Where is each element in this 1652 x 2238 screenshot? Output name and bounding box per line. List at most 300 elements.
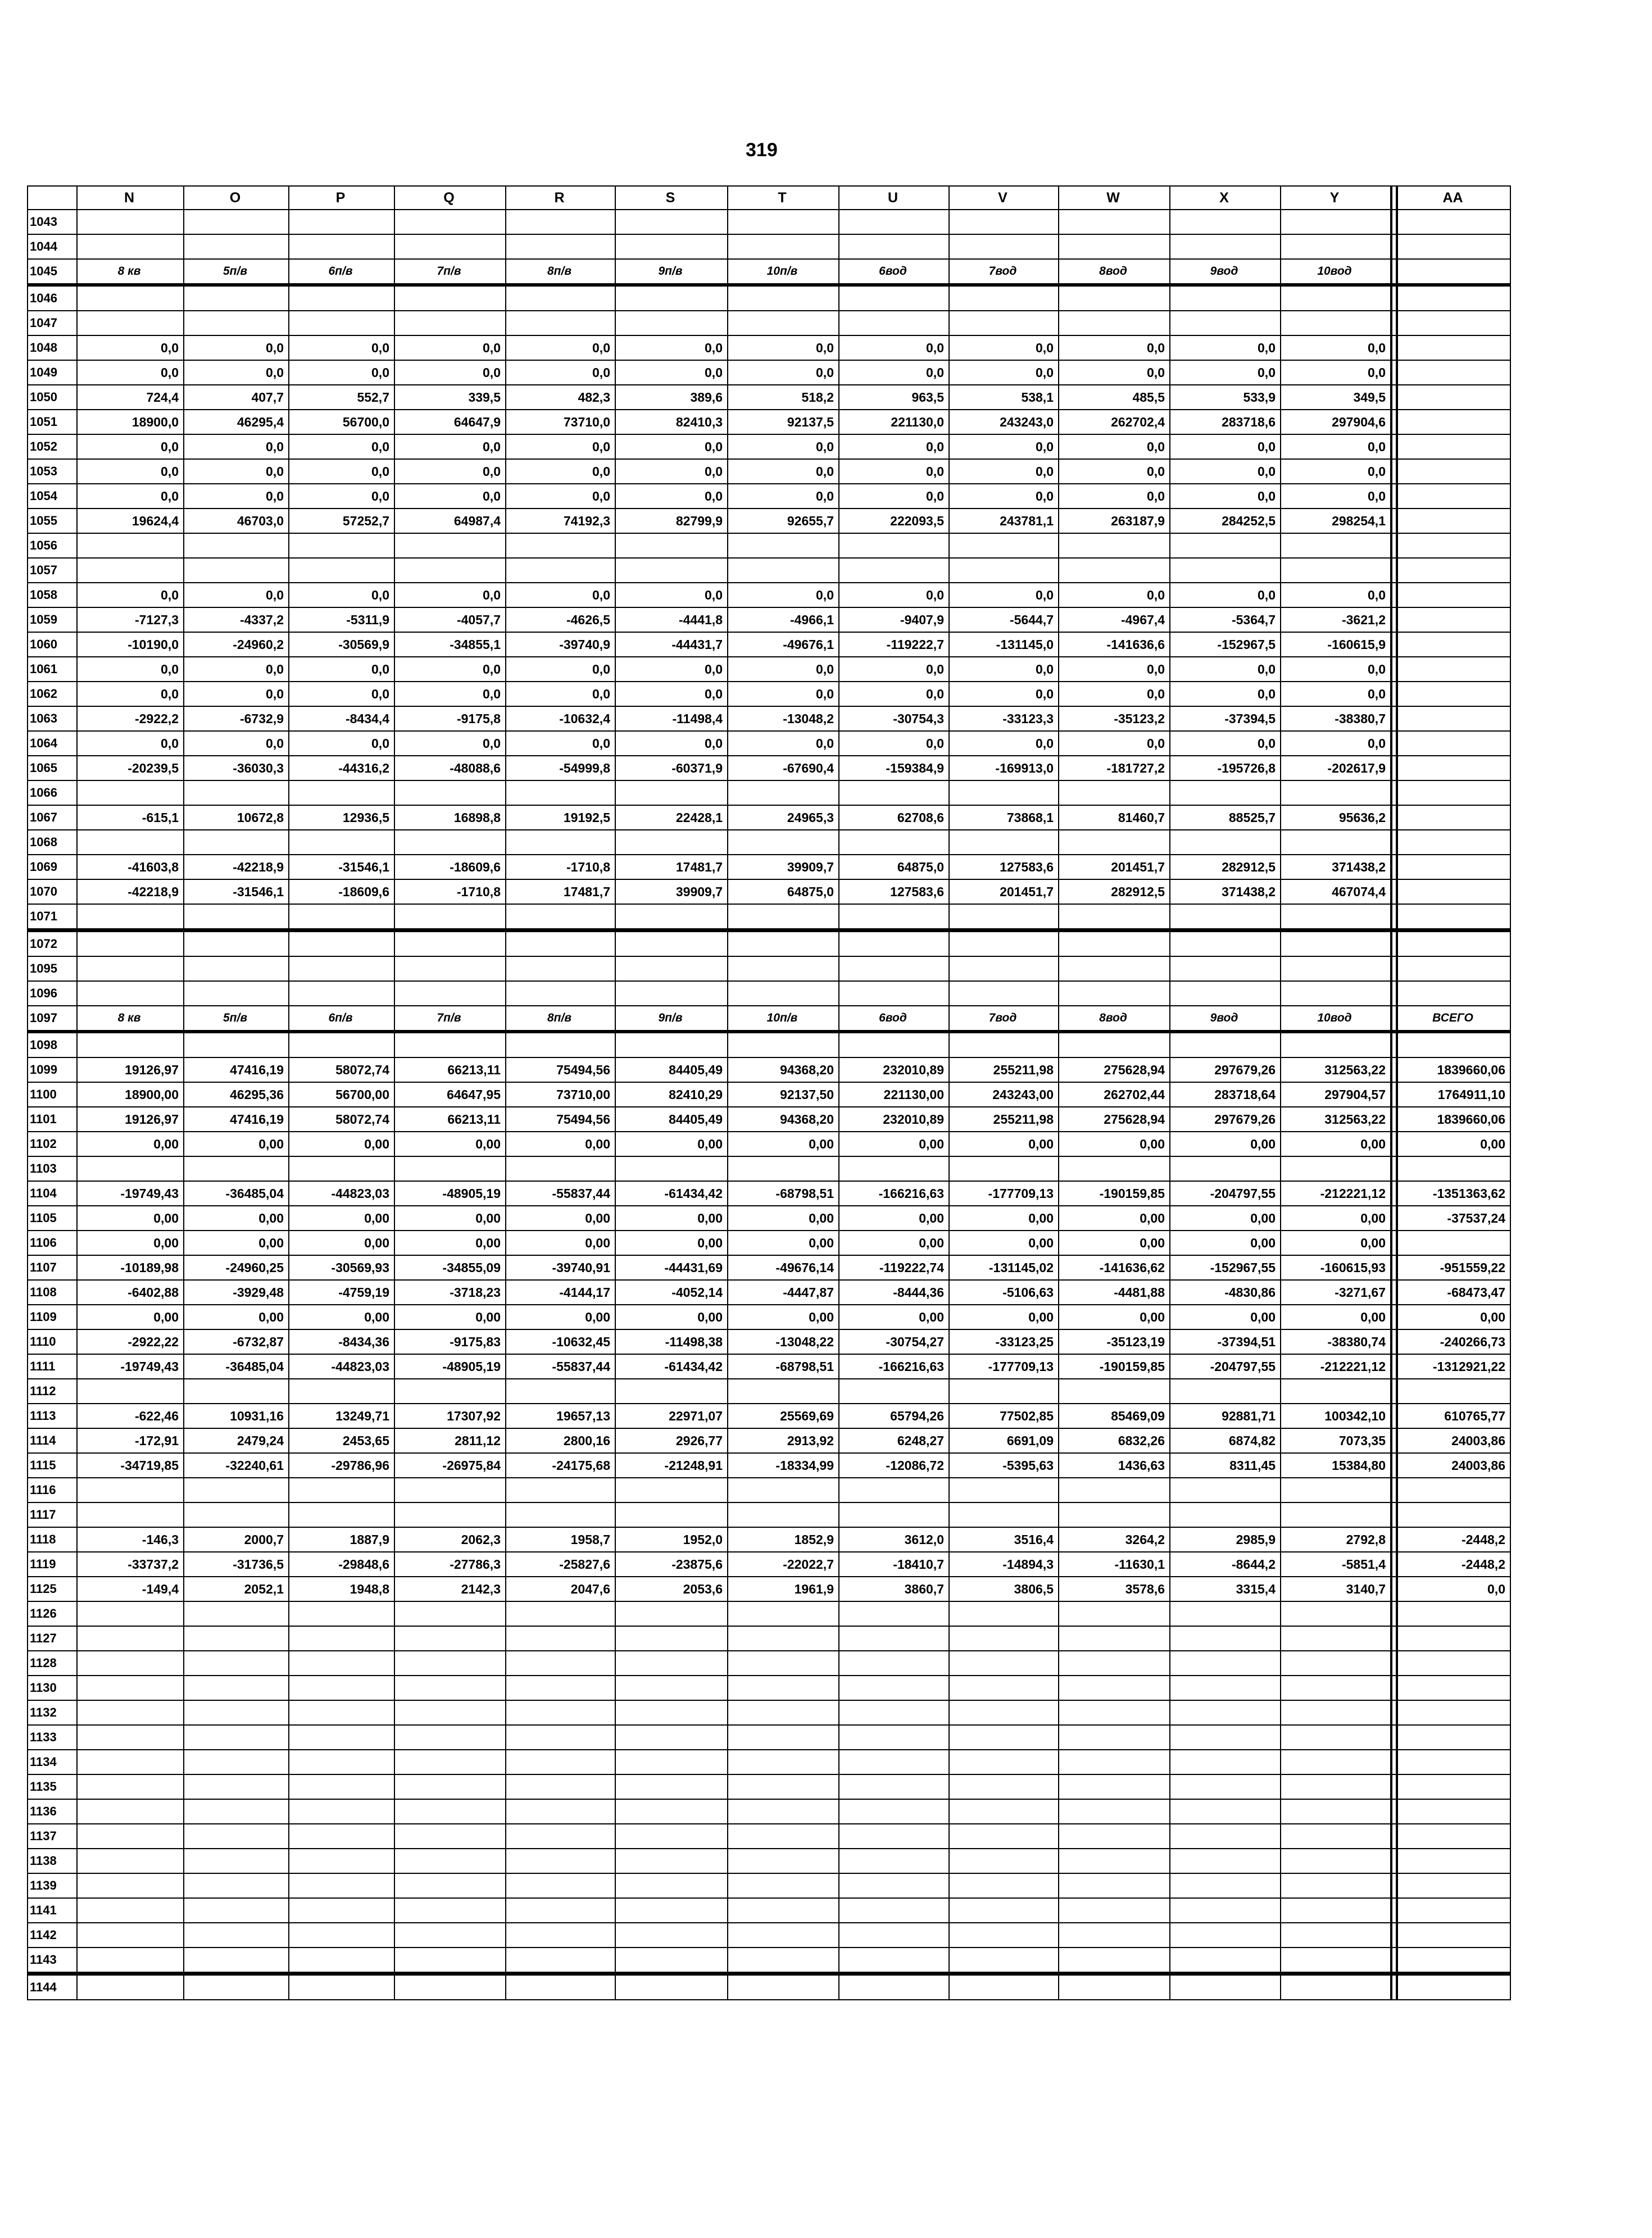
table-cell — [184, 1824, 289, 1849]
table-cell — [1170, 1379, 1281, 1404]
table-cell: 0,0 — [289, 360, 394, 385]
table-cell: 0,0 — [77, 682, 184, 706]
table-cell: 58072,74 — [289, 1107, 394, 1132]
table-cell: 0,0 — [289, 682, 394, 706]
table-cell — [1397, 1898, 1510, 1923]
table-cell: -20239,5 — [77, 756, 184, 780]
table-cell — [394, 1824, 506, 1849]
table-cell: -951559,22 — [1397, 1255, 1510, 1280]
table-row — [28, 1132, 1510, 1156]
table-cell — [184, 1379, 289, 1404]
table-cell: 312563,22 — [1281, 1107, 1391, 1132]
table-cell: -152967,5 — [1170, 632, 1281, 657]
table-cell — [394, 830, 506, 855]
table-cell: 0,0 — [289, 484, 394, 509]
table-cell: 15384,80 — [1281, 1453, 1391, 1478]
table-cell: -5644,7 — [949, 607, 1059, 632]
table-row — [28, 1231, 1510, 1255]
row-number: 1095 — [28, 956, 77, 981]
table-cell: 2985,9 — [1170, 1527, 1281, 1552]
table-cell — [1281, 1923, 1391, 1948]
table-cell: -4626,5 — [506, 607, 615, 632]
table-cell: -68798,51 — [728, 1181, 839, 1206]
table-cell: 255211,98 — [949, 1107, 1059, 1132]
table-cell: 10931,16 — [184, 1404, 289, 1428]
table-cell: 0,00 — [289, 1305, 394, 1329]
table-cell: 263187,9 — [1059, 509, 1170, 533]
row-number: 1143 — [28, 1948, 77, 1974]
table-cell: 74192,3 — [506, 509, 615, 533]
table-cell: 64647,9 — [394, 410, 506, 434]
table-cell: -35123,2 — [1059, 706, 1170, 731]
table-cell — [839, 1774, 949, 1799]
table-cell: 0,0 — [728, 484, 839, 509]
table-cell: 10п/в — [728, 1006, 839, 1032]
table-cell: 9вод — [1170, 259, 1281, 285]
table-cell — [506, 780, 615, 805]
table-row — [28, 1700, 1510, 1725]
table-cell — [1281, 533, 1391, 558]
table-cell: -4057,7 — [394, 607, 506, 632]
table-cell: -10632,45 — [506, 1329, 615, 1354]
table-cell: 18900,00 — [77, 1082, 184, 1107]
table-cell: 0,00 — [728, 1231, 839, 1255]
table-cell — [1059, 234, 1170, 259]
table-cell — [1059, 1478, 1170, 1502]
table-cell: 0,0 — [615, 459, 728, 484]
table-cell: 0,0 — [949, 484, 1059, 509]
table-cell — [184, 1700, 289, 1725]
table-cell: 1952,0 — [615, 1527, 728, 1552]
table-cell — [77, 1676, 184, 1700]
table-cell: 6832,26 — [1059, 1428, 1170, 1453]
table-cell: 0,0 — [394, 434, 506, 459]
table-cell: 0,00 — [1170, 1305, 1281, 1329]
table-cell — [1170, 285, 1281, 311]
table-cell — [615, 1032, 728, 1057]
table-cell: 3612,0 — [839, 1527, 949, 1552]
table-cell — [1397, 410, 1510, 434]
table-cell: 10672,8 — [184, 805, 289, 830]
table-cell: 84405,49 — [615, 1057, 728, 1082]
table-cell — [289, 1700, 394, 1725]
table-cell: ВСЕГО — [1397, 1006, 1510, 1032]
table-cell: 0,0 — [184, 360, 289, 385]
table-cell: -4759,19 — [289, 1280, 394, 1305]
table-cell — [1059, 1032, 1170, 1057]
table-cell — [839, 1676, 949, 1700]
table-cell: 0,00 — [1170, 1206, 1281, 1231]
table-cell — [1059, 533, 1170, 558]
table-cell — [1170, 1873, 1281, 1898]
table-row — [28, 1948, 1510, 1974]
column-separator — [1391, 509, 1397, 533]
table-cell: -622,46 — [77, 1404, 184, 1428]
table-cell: 0,0 — [728, 360, 839, 385]
table-row — [28, 311, 1510, 335]
table-row — [28, 756, 1510, 780]
table-cell — [184, 1948, 289, 1974]
table-cell: 0,0 — [394, 459, 506, 484]
table-cell — [1281, 956, 1391, 981]
table-cell: -240266,73 — [1397, 1329, 1510, 1354]
table-cell — [1397, 385, 1510, 410]
table-cell — [728, 210, 839, 234]
row-number: 1139 — [28, 1873, 77, 1898]
table-cell: 0,0 — [77, 731, 184, 756]
table-cell — [394, 1873, 506, 1898]
table-row — [28, 1255, 1510, 1280]
table-row — [28, 583, 1510, 607]
table-cell — [1397, 657, 1510, 682]
column-header: O — [184, 186, 289, 210]
table-cell — [184, 830, 289, 855]
table-cell — [839, 210, 949, 234]
table-cell — [1397, 904, 1510, 930]
table-cell — [949, 1873, 1059, 1898]
table-cell: 46703,0 — [184, 509, 289, 533]
table-cell — [77, 1651, 184, 1676]
table-cell: 0,00 — [839, 1305, 949, 1329]
table-cell — [184, 210, 289, 234]
column-separator — [1391, 583, 1397, 607]
column-separator — [1391, 1923, 1397, 1948]
table-cell: 46295,4 — [184, 410, 289, 434]
table-cell — [394, 1700, 506, 1725]
table-cell: -24960,25 — [184, 1255, 289, 1280]
table-cell: 349,5 — [1281, 385, 1391, 410]
table-cell: -30569,93 — [289, 1255, 394, 1280]
row-number: 1064 — [28, 731, 77, 756]
table-cell — [1281, 558, 1391, 583]
table-cell — [839, 1601, 949, 1626]
table-cell — [1281, 1873, 1391, 1898]
table-row — [28, 509, 1510, 533]
table-cell — [1059, 1601, 1170, 1626]
column-separator — [1391, 1107, 1397, 1132]
table-cell — [728, 1849, 839, 1873]
table-cell — [506, 956, 615, 981]
table-cell — [728, 1502, 839, 1527]
table-cell: 0,0 — [1281, 335, 1391, 360]
table-cell — [394, 558, 506, 583]
row-number: 1137 — [28, 1824, 77, 1849]
table-cell: -44431,7 — [615, 632, 728, 657]
table-cell: 22428,1 — [615, 805, 728, 830]
table-cell: 84405,49 — [615, 1107, 728, 1132]
table-cell: 18900,0 — [77, 410, 184, 434]
table-cell: -55837,44 — [506, 1354, 615, 1379]
table-cell — [1281, 1948, 1391, 1974]
table-cell — [615, 904, 728, 930]
table-cell — [506, 1626, 615, 1651]
table-cell: 2052,1 — [184, 1577, 289, 1601]
row-number: 1102 — [28, 1132, 77, 1156]
table-cell: 2047,6 — [506, 1577, 615, 1601]
table-cell — [615, 1948, 728, 1974]
column-separator — [1391, 1379, 1397, 1404]
table-cell — [839, 1502, 949, 1527]
table-cell — [839, 904, 949, 930]
table-row — [28, 1923, 1510, 1948]
table-cell: 64987,4 — [394, 509, 506, 533]
column-separator — [1391, 1231, 1397, 1255]
table-cell — [289, 830, 394, 855]
column-separator — [1391, 1453, 1397, 1478]
table-cell: -49676,14 — [728, 1255, 839, 1280]
table-cell — [1281, 1799, 1391, 1824]
table-cell — [1397, 1923, 1510, 1948]
table-cell — [289, 234, 394, 259]
table-cell: -44823,03 — [289, 1181, 394, 1206]
table-cell — [506, 1601, 615, 1626]
table-cell: 0,0 — [506, 682, 615, 706]
table-cell — [1059, 1651, 1170, 1676]
table-cell — [394, 1974, 506, 2000]
table-cell — [728, 830, 839, 855]
table-cell: 8п/в — [506, 259, 615, 285]
table-cell — [1059, 285, 1170, 311]
table-cell — [1397, 234, 1510, 259]
column-header: N — [77, 186, 184, 210]
table-row — [28, 210, 1510, 234]
table-cell — [1397, 930, 1510, 957]
row-number: 1066 — [28, 780, 77, 805]
table-cell: 5п/в — [184, 1006, 289, 1032]
table-cell: 0,00 — [506, 1305, 615, 1329]
table-cell: -30754,27 — [839, 1329, 949, 1354]
table-cell — [839, 1651, 949, 1676]
table-cell: -1312921,22 — [1397, 1354, 1510, 1379]
table-cell — [1059, 1626, 1170, 1651]
column-separator — [1391, 1527, 1397, 1552]
table-cell: -160615,93 — [1281, 1255, 1391, 1280]
table-cell — [1059, 1676, 1170, 1700]
table-cell: 0,0 — [394, 657, 506, 682]
table-cell — [1170, 1676, 1281, 1700]
column-header: R — [506, 186, 615, 210]
table-cell — [1059, 1725, 1170, 1750]
table-cell: 0,0 — [77, 657, 184, 682]
row-number: 1106 — [28, 1231, 77, 1255]
table-cell: -1710,8 — [506, 855, 615, 879]
table-cell — [615, 780, 728, 805]
table-cell: 8вод — [1059, 259, 1170, 285]
table-cell: 6вод — [839, 1006, 949, 1032]
table-cell — [1170, 981, 1281, 1006]
row-number: 1136 — [28, 1799, 77, 1824]
table-cell — [394, 956, 506, 981]
table-cell — [184, 780, 289, 805]
table-cell: 0,0 — [949, 434, 1059, 459]
table-cell — [394, 1626, 506, 1651]
table-cell: 0,0 — [77, 459, 184, 484]
column-separator — [1391, 1873, 1397, 1898]
table-row — [28, 1849, 1510, 1873]
table-cell: 610765,77 — [1397, 1404, 1510, 1428]
table-cell: 221130,0 — [839, 410, 949, 434]
table-cell — [1397, 1651, 1510, 1676]
table-cell: -146,3 — [77, 1527, 184, 1552]
table-cell: 0,0 — [1170, 459, 1281, 484]
table-cell: 0,00 — [1281, 1231, 1391, 1255]
table-cell — [77, 234, 184, 259]
table-cell: -3621,2 — [1281, 607, 1391, 632]
table-cell: 10п/в — [728, 259, 839, 285]
table-cell — [394, 234, 506, 259]
table-cell: 0,0 — [615, 583, 728, 607]
table-cell: 64647,95 — [394, 1082, 506, 1107]
table-cell: -39740,91 — [506, 1255, 615, 1280]
table-cell: 282912,5 — [1059, 879, 1170, 904]
column-separator — [1391, 1280, 1397, 1305]
table-cell: 0,0 — [77, 583, 184, 607]
table-row — [28, 1280, 1510, 1305]
table-cell: 283718,6 — [1170, 410, 1281, 434]
table-cell: 2062,3 — [394, 1527, 506, 1552]
table-cell — [77, 1478, 184, 1502]
table-cell — [1170, 558, 1281, 583]
table-cell: -34855,09 — [394, 1255, 506, 1280]
table-cell — [394, 1651, 506, 1676]
table-cell: 0,0 — [506, 434, 615, 459]
table-cell — [289, 1923, 394, 1948]
table-cell: 1764911,10 — [1397, 1082, 1510, 1107]
column-header: Y — [1281, 186, 1391, 210]
table-cell — [77, 285, 184, 311]
table-cell: 75494,56 — [506, 1057, 615, 1082]
column-separator — [1391, 830, 1397, 855]
row-number: 1109 — [28, 1305, 77, 1329]
table-cell: 0,0 — [184, 682, 289, 706]
table-cell: 0,0 — [949, 731, 1059, 756]
table-cell — [1397, 1231, 1510, 1255]
table-cell — [615, 1873, 728, 1898]
table-cell — [839, 1156, 949, 1181]
table-cell: 0,00 — [184, 1132, 289, 1156]
table-row — [28, 484, 1510, 509]
table-cell: 82410,29 — [615, 1082, 728, 1107]
table-cell: 46295,36 — [184, 1082, 289, 1107]
table-cell — [1170, 1849, 1281, 1873]
table-cell — [506, 285, 615, 311]
table-cell — [1397, 1774, 1510, 1799]
table-cell: 0,0 — [1281, 459, 1391, 484]
table-cell — [1281, 1725, 1391, 1750]
table-cell: -44823,03 — [289, 1354, 394, 1379]
table-row — [28, 1974, 1510, 2000]
table-row — [28, 385, 1510, 410]
table-row — [28, 1774, 1510, 1799]
table-cell — [1059, 1700, 1170, 1725]
table-cell: 275628,94 — [1059, 1057, 1170, 1082]
column-separator — [1391, 657, 1397, 682]
table-cell: 0,00 — [1059, 1231, 1170, 1255]
column-separator — [1391, 1404, 1397, 1428]
table-cell: -10190,0 — [77, 632, 184, 657]
table-cell — [1059, 1774, 1170, 1799]
table-cell — [77, 1873, 184, 1898]
column-separator — [1391, 410, 1397, 434]
table-cell: 0,0 — [728, 583, 839, 607]
table-cell — [1059, 1974, 1170, 2000]
table-cell — [1170, 1651, 1281, 1676]
table-row — [28, 904, 1510, 930]
table-cell — [615, 930, 728, 957]
table-cell — [506, 1379, 615, 1404]
table-cell — [1170, 1774, 1281, 1799]
table-cell — [506, 1898, 615, 1923]
table-cell — [506, 1651, 615, 1676]
table-row — [28, 1107, 1510, 1132]
table-cell — [184, 1873, 289, 1898]
table-cell — [839, 1750, 949, 1774]
table-cell: -8434,4 — [289, 706, 394, 731]
table-cell — [1059, 956, 1170, 981]
table-cell — [728, 234, 839, 259]
table-cell — [949, 1478, 1059, 1502]
table-cell: -204797,55 — [1170, 1354, 1281, 1379]
table-cell — [1397, 805, 1510, 830]
table-cell — [839, 1898, 949, 1923]
table-cell: 7073,35 — [1281, 1428, 1391, 1453]
table-cell: 0,00 — [289, 1206, 394, 1231]
table-cell: 0,0 — [1059, 434, 1170, 459]
table-cell: 0,0 — [728, 657, 839, 682]
table-cell: 2913,92 — [728, 1428, 839, 1453]
table-cell — [289, 1898, 394, 1923]
table-cell — [289, 1626, 394, 1651]
table-cell — [1397, 285, 1510, 311]
table-cell: 0,00 — [728, 1206, 839, 1231]
table-cell: 297679,26 — [1170, 1107, 1281, 1132]
table-row — [28, 1057, 1510, 1082]
table-cell — [77, 533, 184, 558]
table-cell — [184, 1923, 289, 1948]
table-cell: 82799,9 — [615, 509, 728, 533]
table-cell — [1397, 1626, 1510, 1651]
column-separator — [1391, 360, 1397, 385]
table-cell — [77, 1849, 184, 1873]
table-cell — [394, 1849, 506, 1873]
table-cell: 0,0 — [615, 484, 728, 509]
table-cell — [949, 780, 1059, 805]
column-separator — [1391, 1577, 1397, 1601]
table-cell: 482,3 — [506, 385, 615, 410]
table-cell — [184, 1626, 289, 1651]
table-cell: 94368,20 — [728, 1107, 839, 1132]
table-cell: 0,0 — [1059, 484, 1170, 509]
table-cell — [949, 981, 1059, 1006]
table-cell — [77, 830, 184, 855]
table-cell: -31736,5 — [184, 1552, 289, 1577]
table-cell — [839, 234, 949, 259]
table-cell: -37537,24 — [1397, 1206, 1510, 1231]
table-cell — [506, 558, 615, 583]
table-cell — [839, 1849, 949, 1873]
table-cell — [615, 533, 728, 558]
table-cell: 0,0 — [506, 484, 615, 509]
table-cell: 0,00 — [289, 1231, 394, 1255]
table-cell — [1281, 1824, 1391, 1849]
table-cell: -4447,87 — [728, 1280, 839, 1305]
column-header-row — [28, 186, 1510, 210]
table-cell — [506, 930, 615, 957]
table-cell: 485,5 — [1059, 385, 1170, 410]
table-cell: 221130,00 — [839, 1082, 949, 1107]
table-cell: -60371,9 — [615, 756, 728, 780]
table-cell: -44316,2 — [289, 756, 394, 780]
